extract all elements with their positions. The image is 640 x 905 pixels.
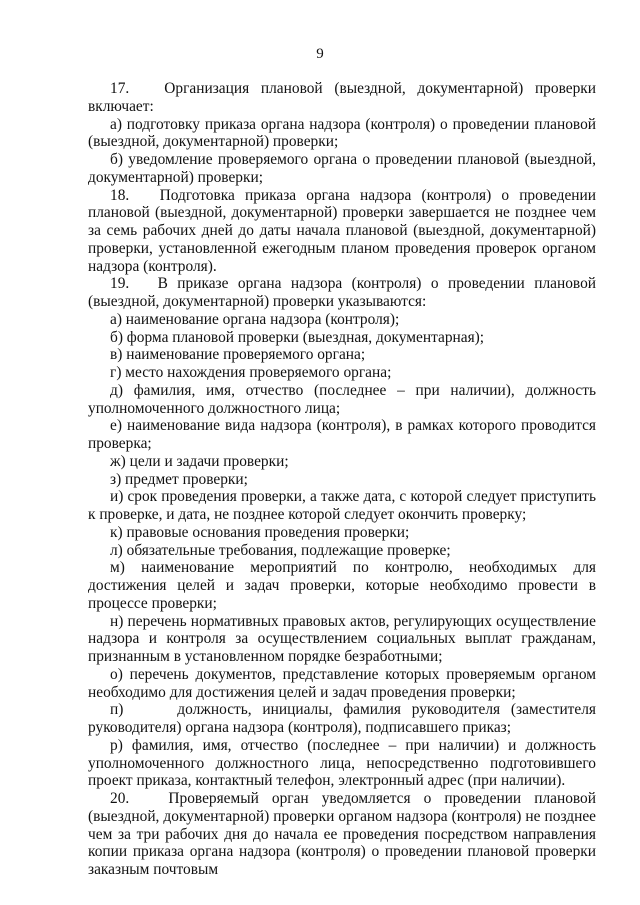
list-item-19r: р) фамилия, имя, отчество (последнее – при наличии) и должность уполномоченного должностного лица, непосредственно подготовившего проект приказа, контактный телефон, электронный адрес (при наличии). <box>88 736 596 790</box>
page-number: 9 <box>316 46 324 62</box>
list-item-17b: б) уведомление проверяемого органа о проведении плановой (выездной, документарной) проверки; <box>88 151 596 186</box>
list-item-19i: и) срок проведения проверки, а также дата, с которой следует приступить к проверке, и дата, не позднее которой следует окончить проверку; <box>88 488 596 523</box>
list-item-19n: н) перечень нормативных правовых актов, регулирующих осуществление надзора и контроля за осуществлением социальных выплат гражданам, признанным в установленном порядке безработными; <box>88 612 596 665</box>
list-item-19k: к) правовые основания проведения проверки; <box>110 523 410 541</box>
list-item-19d: д) фамилия, имя, отчество (последнее – при наличии), должность уполномоченного должностного лица; <box>88 381 596 417</box>
list-item-19v: в) наименование проверяемого органа; <box>110 346 366 364</box>
paragraph-17: 17. Организация плановой (выездной, документарной) проверки включает: <box>88 80 596 115</box>
list-item-19z: з) предмет проверки; <box>110 470 248 488</box>
list-item-17a: а) подготовку приказа органа надзора (контроля) о проведении плановой (выездной, документарной) проверки; <box>88 115 596 151</box>
document-body <box>88 80 596 879</box>
list-item-19p: п) должность, инициалы, фамилия руководителя (заместителя руководителя) органа надзора (контроля), подписавшего приказ; <box>88 701 596 736</box>
list-item-19m: м) наименование мероприятий по контролю, необходимых для достижения целей и задач проверки, которые необходимо провести в процессе проверки; <box>88 559 596 612</box>
paragraph-18: 18. Подготовка приказа органа надзора (контроля) о проведении плановой (выездной, документарной) проверки завершается не позднее чем за семь рабочих дней до даты начала плановой (выездной, документарной) проверки, установленной ежегодным планом проведения проверок органом надзора (контроля). <box>88 186 596 275</box>
list-item-19b: б) форма плановой проверки (выездная, документарная); <box>110 328 485 346</box>
list-item-19zh: ж) цели и задачи проверки; <box>110 452 289 470</box>
list-item-19a: а) наименование органа надзора (контроля); <box>110 310 400 328</box>
list-item-19g: г) место нахождения проверяемого органа; <box>110 364 392 381</box>
paragraph-19: 19. В приказе органа надзора (контроля) о проведении плановой (выездной, документарной) проверки указываются: <box>88 275 596 310</box>
list-item-19l: л) обязательные требования, подлежащие проверке; <box>110 541 451 559</box>
paragraph-20: 20. Проверяемый орган уведомляется о проведении плановой (выездной, документарной) проверки органом надзора (контроля) не позднее чем за три рабочих дня до начала ее проведения посредством направления копии приказа органа надзора (контроля) о проведении плановой проверки заказным почтовым <box>88 790 596 878</box>
list-item-19e: е) наименование вида надзора (контроля), в рамках которого проводится проверка; <box>88 417 596 452</box>
list-item-19o: о) перечень документов, представление которых проверяемым органом необходимо для достижения целей и задач проведения проверки; <box>88 665 596 701</box>
